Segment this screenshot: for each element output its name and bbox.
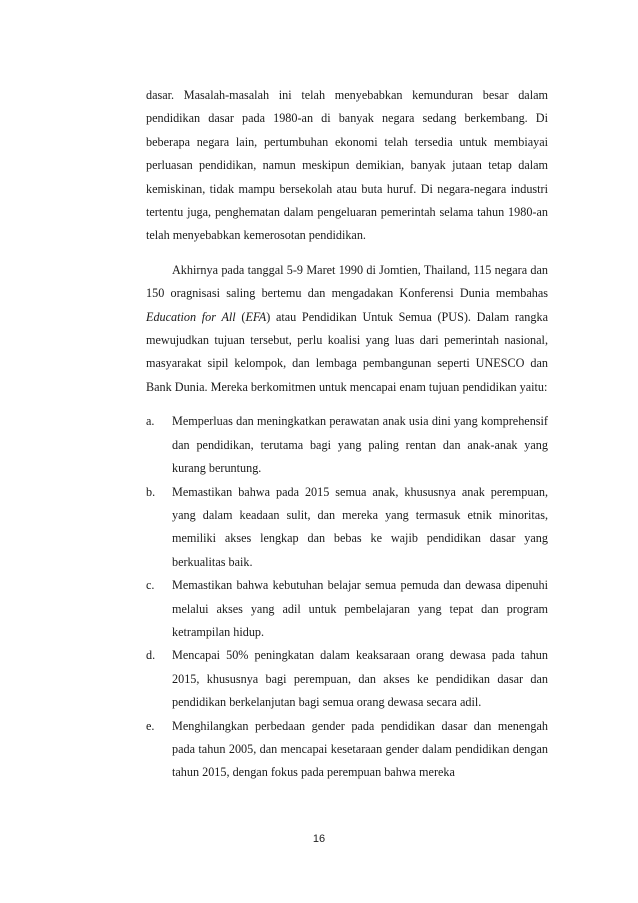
paragraph-gap — [146, 399, 548, 410]
paragraph-2-paren: ( — [235, 309, 246, 324]
list-item-text: Memastikan bahwa pada 2015 semua anak, khususnya anak perempuan, yang dalam keadaan sulit, dan mereka yang termasuk etnik minoritas, memiliki akses lengkap dan bebas ke wajib pendidikan dasar yang berkualitas baik. — [172, 484, 548, 569]
list-item-text: Mencapai 50% peningkatan dalam keaksaraan orang dewasa pada tahun 2015, khususnya bagi perempuan, dan akses ke pendidikan dasar dan pendidikan berkelanjutan bagi semua orang dewasa secara adil. — [172, 648, 548, 710]
list-marker: d. — [146, 648, 156, 663]
list-item-text: Memperluas dan meningkatkan perawatan anak usia dini yang komprehensif dan pendidikan, terutama bagi yang paling rentan dan anak-anak yang kurang beruntung. — [172, 414, 548, 476]
list-item — [146, 644, 548, 714]
paragraph-1: dasar. Masalah-masalah ini telah menyebabkan kemunduran besar dalam pendidikan dasar pada 1980-an di banyak negara sedang berkembang. Di beberapa negara lain, pertumbuhan ekonomi telah tersedia untuk membiayai perluasan pendidikan, namun meskipun demikian, banyak jutaan tetap dalam kemiskinan, tidak mampu bersekolah atau buta huruf. Di negara-negara industri tertentu juga, penghematan dalam pengeluaran pemerintah selama tahun 1980-an telah menyebabkan kemerosotan pendidikan. — [146, 88, 548, 243]
paragraph-2-start: Akhirnya pada tanggal 5-9 Maret 1990 di Jomtien, Thailand, 115 negara dan 150 oragnisasi saling bertemu dan mengadakan Konferensi Dunia membahas — [146, 262, 548, 301]
list-marker: e. — [146, 718, 155, 733]
body-text — [146, 84, 548, 785]
list-marker: c. — [146, 578, 155, 593]
goals-list — [146, 410, 548, 785]
list-marker: a. — [146, 414, 155, 429]
paragraph-2-end: ) atau Pendidikan Untuk Semua (PUS). Dalam rangka mewujudkan tujuan tersebut, perlu koalisi yang luas dari pemerintah nasional, masyarakat sipil kelompok, dan lembaga pembangunan seperti UNESCO dan Bank Dunia. Mereka berkomitmen untuk mencapai enam tujuan pendidikan yaitu: — [146, 309, 548, 394]
list-item — [146, 481, 548, 575]
efa-title-italic: Education for All — [146, 309, 236, 324]
paragraph-gap — [146, 248, 548, 259]
list-item — [146, 574, 548, 644]
page-number: 16 — [312, 833, 326, 845]
efa-abbr-italic: EFA — [245, 309, 267, 324]
list-item-text: Memastikan bahwa kebutuhan belajar semua pemuda dan dewasa dipenuhi melalui akses yang adil untuk pembelajaran yang tepat dan program ketrampilan hidup. — [172, 578, 548, 639]
paragraph-2 — [146, 259, 548, 399]
list-item-text: Menghilangkan perbedaan gender pada pendidikan dasar dan menengah pada tahun 2005, dan mencapai kesetaraan gender dalam pendidikan dengan tahun 2015, dengan fokus pada perempuan bahwa mereka — [172, 718, 548, 780]
list-item — [146, 715, 548, 785]
list-item — [146, 410, 548, 480]
list-marker: b. — [146, 484, 156, 499]
